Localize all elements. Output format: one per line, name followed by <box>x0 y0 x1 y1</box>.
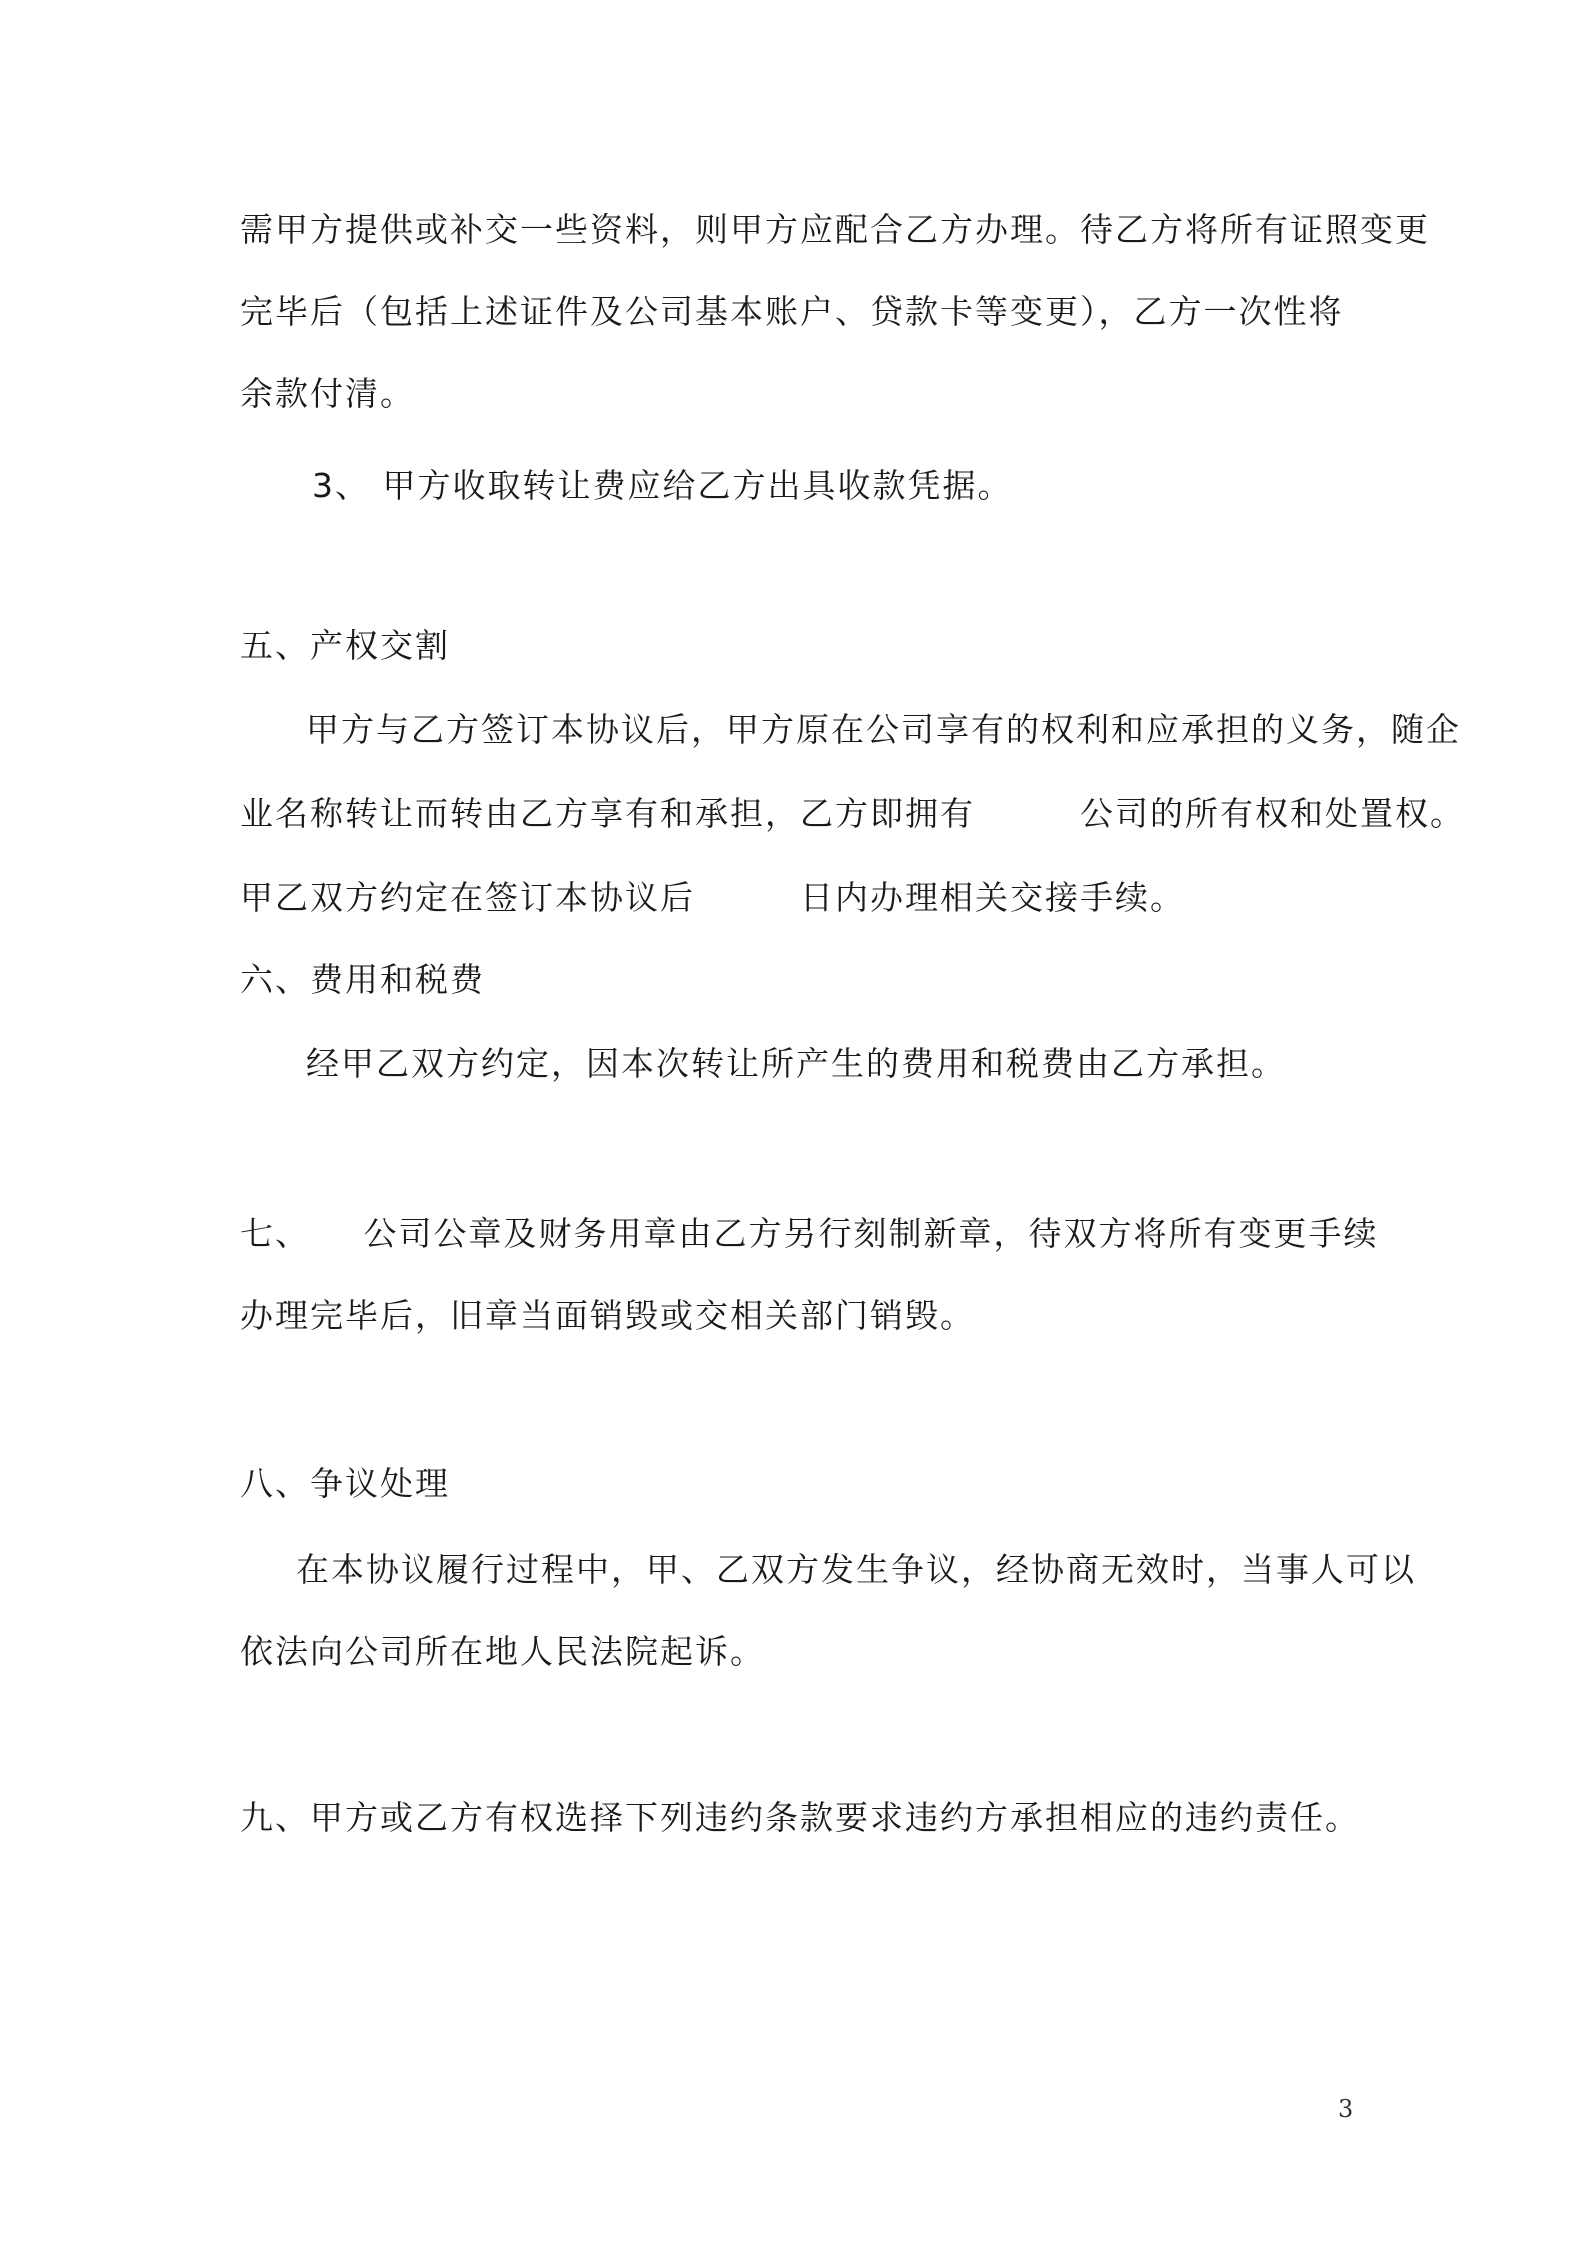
section-heading-five: 五、产权交割 <box>240 626 450 665</box>
section-heading-seven: 七、 公司公章及财务用章由乙方另行刻制新章，待双方将所有变更手续 <box>240 1214 1379 1253</box>
paragraph-line: 业名称转让而转由乙方享有和承担，乙方即拥有 公司的所有权和处置权。 <box>240 794 1465 833</box>
paragraph-line: 甲方与乙方签订本协议后，甲方原在公司享有的权利和应承担的义务，随企 <box>306 710 1461 749</box>
paragraph-line: 经甲乙双方约定，因本次转让所产生的费用和税费由乙方承担。 <box>306 1044 1286 1083</box>
page-number: 3 <box>1338 2095 1354 2123</box>
paragraph-line: 完毕后（包括上述证件及公司基本账户、贷款卡等变更），乙方一次性将 <box>240 292 1344 331</box>
clause-3-line: 3、 甲方收取转让费应给乙方出具收款凭据。 <box>312 466 1013 505</box>
paragraph-line: 余款付清。 <box>240 374 415 413</box>
paragraph-line: 在本协议履行过程中，甲、乙双方发生争议，经协商无效时，当事人可以 <box>296 1550 1416 1589</box>
paragraph-line: 办理完毕后，旧章当面销毁或交相关部门销毁。 <box>240 1296 975 1335</box>
paragraph-line: 依法向公司所在地人民法院起诉。 <box>240 1632 765 1671</box>
paragraph-line: 甲乙双方约定在签订本协议后 日内办理相关交接手续。 <box>240 878 1185 917</box>
section-heading-six: 六、费用和税费 <box>240 960 485 999</box>
section-heading-eight: 八、争议处理 <box>240 1464 450 1503</box>
section-heading-nine: 九、甲方或乙方有权选择下列违约条款要求违约方承担相应的违约责任。 <box>240 1798 1360 1837</box>
paragraph-line: 需甲方提供或补交一些资料，则甲方应配合乙方办理。待乙方将所有证照变更 <box>240 210 1430 249</box>
